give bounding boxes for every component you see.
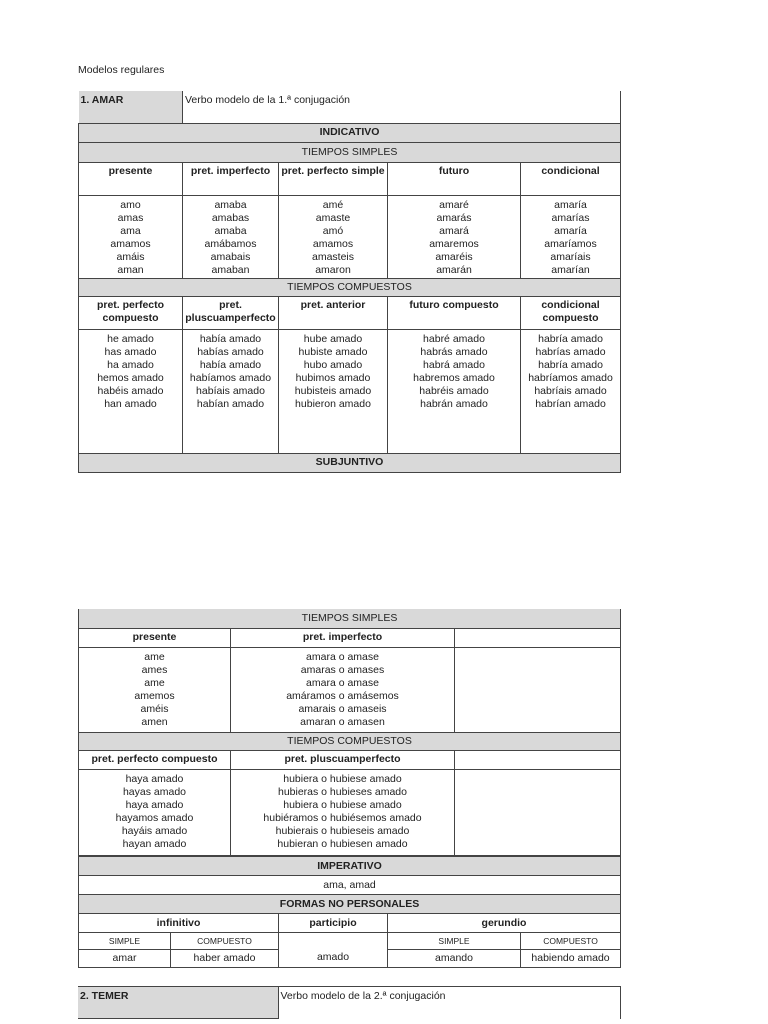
conjugation-form: amarais o amaseis	[298, 702, 387, 715]
conjugation-form: amara o amase	[306, 650, 379, 663]
section-indicativo: INDICATIVO	[79, 123, 621, 142]
conjugation-form: habrá amado	[423, 358, 485, 371]
conjugation-form: amaremos	[429, 237, 479, 250]
conjugation-form: amabais	[210, 250, 251, 263]
conjugation-form: hubimos amado	[295, 371, 371, 384]
col-header: condicional compuesto	[521, 296, 621, 329]
conjugation-form: amamos	[312, 237, 354, 250]
conjugation-form: amaría	[554, 198, 587, 211]
conjugation-cell	[79, 329, 183, 453]
conjugation-form: amara o amase	[306, 676, 379, 689]
conjugation-form: amábamos	[204, 237, 257, 250]
section-formas-no-personales: FORMAS NO PERSONALES	[79, 895, 621, 914]
empty-cell	[455, 628, 621, 647]
conjugation-form: he amado	[107, 332, 154, 345]
conjugation-form: amaríamos	[544, 237, 597, 250]
conjugation-form: amaríais	[550, 250, 591, 263]
conjugation-form: habremos amado	[413, 371, 495, 384]
conjugation-form: habrás amado	[420, 345, 488, 358]
conjugation-form: hemos amado	[97, 371, 164, 384]
col-header: pret. imperfecto	[183, 162, 279, 195]
conjugation-form: améis	[140, 702, 169, 715]
label-compuesto: COMPUESTO	[171, 933, 279, 950]
conjugation-form: hubiera o hubiese amado	[283, 772, 402, 785]
subsection-tiempos-simples: TIEMPOS SIMPLES	[79, 609, 621, 628]
infinitivo-compuesto: haber amado	[171, 950, 279, 968]
col-header: pret. perfecto compuesto	[79, 750, 231, 769]
conjugation-cell	[279, 195, 388, 278]
conjugation-form: amaréis	[435, 250, 473, 263]
conjugation-form: amaba	[214, 224, 247, 237]
conjugation-form: ame	[144, 676, 165, 689]
conjugation-form: hube amado	[303, 332, 363, 345]
conjugation-form: amarían	[551, 263, 590, 276]
conjugation-form: amo	[120, 198, 141, 211]
label-simple: SIMPLE	[79, 933, 171, 950]
conjugation-form: hubiéramos o hubiésemos amado	[263, 811, 422, 824]
header-participio: participio	[279, 914, 388, 933]
infinitivo-simple: amar	[79, 950, 171, 968]
conjugation-cell	[79, 769, 231, 855]
conjugation-form: había amado	[199, 332, 262, 345]
label-simple: SIMPLE	[388, 933, 521, 950]
conjugation-form: han amado	[104, 397, 157, 410]
conjugation-form: habría amado	[538, 358, 603, 371]
conjugation-form: hubierais o hubieseis amado	[275, 824, 410, 837]
conjugation-cell	[231, 769, 455, 855]
conjugation-cell	[183, 329, 279, 453]
col-header: futuro compuesto	[388, 296, 521, 329]
conjugation-form: amas	[117, 211, 144, 224]
page-heading: Modelos regulares	[78, 64, 165, 76]
col-header: futuro	[388, 162, 521, 195]
conjugation-form: habíais amado	[196, 384, 265, 397]
section-imperativo: IMPERATIVO	[79, 857, 621, 876]
conjugation-form: amaría	[554, 224, 587, 237]
conjugation-form: habría amado	[538, 332, 603, 345]
conjugation-form: amabas	[211, 211, 250, 224]
temer-table	[78, 986, 621, 1019]
col-header: pret. pluscuamperfecto	[183, 296, 279, 329]
subsection-tiempos-simples: TIEMPOS SIMPLES	[79, 142, 621, 162]
conjugation-form: amáis	[116, 250, 145, 263]
verb-title: 1. AMAR	[79, 91, 183, 123]
conjugation-form: amó	[322, 224, 344, 237]
conjugation-form: había amado	[199, 358, 262, 371]
conjugation-form: amarás	[436, 211, 472, 224]
empty-cell	[455, 750, 621, 769]
conjugation-form: habíamos amado	[189, 371, 272, 384]
conjugation-form: habéis amado	[97, 384, 164, 397]
conjugation-cell	[79, 647, 231, 732]
conjugation-form: hayamos amado	[115, 811, 194, 824]
header-gerundio: gerundio	[388, 914, 621, 933]
conjugation-form: amé	[322, 198, 344, 211]
subsection-tiempos-compuestos: TIEMPOS COMPUESTOS	[79, 278, 621, 296]
amar-formas-table	[78, 856, 621, 968]
conjugation-form: hubieran o hubiesen amado	[277, 837, 408, 850]
col-header: pret. pluscuamperfecto	[231, 750, 455, 769]
header-infinitivo: infinitivo	[79, 914, 279, 933]
conjugation-form: amamos	[110, 237, 151, 250]
conjugation-form: amaran o amasen	[300, 715, 385, 728]
subsection-tiempos-compuestos: TIEMPOS COMPUESTOS	[79, 732, 621, 750]
conjugation-cell	[279, 329, 388, 453]
conjugation-form: haya amado	[125, 772, 184, 785]
conjugation-form: hayas amado	[122, 785, 187, 798]
conjugation-form: amaban	[211, 263, 250, 276]
gerundio-simple: amando	[388, 950, 521, 968]
verb-description: Verbo modelo de la 1.ª conjugación	[183, 91, 621, 123]
conjugation-form: ame	[144, 650, 165, 663]
conjugation-form: amáramos o amásemos	[286, 689, 399, 702]
conjugation-cell	[183, 195, 279, 278]
amar-subjuntivo-table	[78, 609, 621, 856]
conjugation-form: amará	[439, 224, 469, 237]
conjugation-cell	[79, 195, 183, 278]
col-header: condicional	[521, 162, 621, 195]
participio-value: amado	[279, 933, 388, 968]
conjugation-form: habían amado	[196, 397, 265, 410]
conjugation-form: habrán amado	[420, 397, 488, 410]
conjugation-form: habréis amado	[419, 384, 489, 397]
empty-cell	[455, 769, 621, 855]
conjugation-form: amemos	[134, 689, 175, 702]
label-compuesto: COMPUESTO	[521, 933, 621, 950]
conjugation-form: habré amado	[423, 332, 485, 345]
conjugation-form: amaba	[214, 198, 247, 211]
col-header: pret. perfecto simple	[279, 162, 388, 195]
conjugation-form: ama	[120, 224, 141, 237]
col-header: presente	[79, 628, 231, 647]
conjugation-form: hubieras o hubieses amado	[277, 785, 407, 798]
verb-title: 2. TEMER	[78, 987, 278, 1019]
conjugation-form: amarías	[551, 211, 590, 224]
conjugation-form: amaron	[315, 263, 351, 276]
conjugation-form: amaras o amases	[300, 663, 385, 676]
conjugation-form: aman	[117, 263, 144, 276]
conjugation-form: amaste	[315, 211, 351, 224]
conjugation-form: hubiera o hubiese amado	[283, 798, 402, 811]
conjugation-form: amaré	[439, 198, 469, 211]
conjugation-form: habrías amado	[535, 345, 606, 358]
conjugation-form: hayáis amado	[121, 824, 188, 837]
col-header: pret. imperfecto	[231, 628, 455, 647]
conjugation-form: hubo amado	[303, 358, 363, 371]
conjugation-form: habías amado	[197, 345, 264, 358]
conjugation-form: hubisteis amado	[294, 384, 372, 397]
conjugation-form: amasteis	[311, 250, 354, 263]
conjugation-form: has amado	[104, 345, 157, 358]
conjugation-form: amen	[141, 715, 168, 728]
gerundio-compuesto: habiendo amado	[521, 950, 621, 968]
conjugation-form: hubieron amado	[295, 397, 371, 410]
conjugation-cell	[521, 329, 621, 453]
conjugation-cell	[521, 195, 621, 278]
conjugation-form: hubiste amado	[298, 345, 368, 358]
empty-cell	[455, 647, 621, 732]
conjugation-cell	[388, 195, 521, 278]
col-header: presente	[79, 162, 183, 195]
conjugation-cell	[388, 329, 521, 453]
conjugation-cell	[231, 647, 455, 732]
conjugation-form: habríamos amado	[528, 371, 613, 384]
conjugation-form: haya amado	[125, 798, 184, 811]
section-subjuntivo: SUBJUNTIVO	[79, 453, 621, 472]
imperativo-value: ama, amad	[79, 876, 621, 895]
col-header: pret. perfecto compuesto	[79, 296, 183, 329]
col-header: pret. anterior	[279, 296, 388, 329]
conjugation-form: ha amado	[107, 358, 154, 371]
amar-indicativo-table	[78, 91, 621, 473]
conjugation-form: habríais amado	[534, 384, 607, 397]
conjugation-form: hayan amado	[122, 837, 187, 850]
verb-description: Verbo modelo de la 2.ª conjugación	[278, 987, 620, 1019]
conjugation-form: habrían amado	[535, 397, 606, 410]
conjugation-form: ames	[141, 663, 168, 676]
conjugation-form: amarán	[436, 263, 472, 276]
